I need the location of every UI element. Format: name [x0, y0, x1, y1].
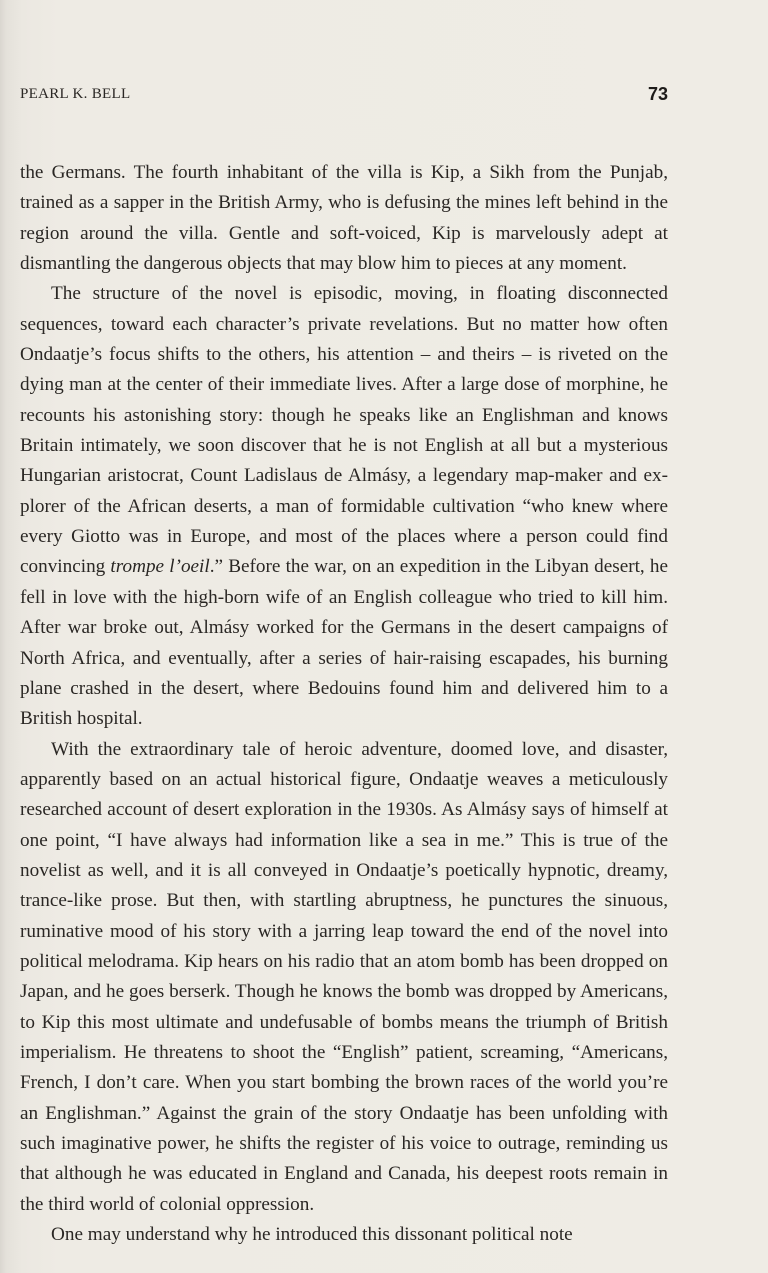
- body-text: [20, 158, 668, 1250]
- paragraph-4: One may understand why he introduced this dissonant political note: [51, 1224, 573, 1246]
- running-head: PEARL K. BELL: [20, 86, 131, 102]
- paragraph-3: With the extraordinary tale of heroic adventure, doomed love, and disaster, apparently based on an actual historical figure, Ondaatje weaves a meticulously researched account of desert exploration in the 1930s. As Almásy says of himself at one point, “I have always had information like a sea in me.” This is true of the novelist as well, and it is all conveyed in Ondaatje’s poetically hypnotic, dreamy, trance-like prose. But then, with startling abruptness, he punctures the sinuous, ruminative mood of his story with a jarring leap toward the end of the novel into political melodrama. Kip hears on his radio that an atom bomb has been dropped on Japan, and he goes berserk. Though he knows the bomb was dropped by Americans, to Kip this most ultimate and undefusable of bombs means the triumph of British imperialism. He threatens to shoot the “English” patient, screaming, “Americans, French, I don’t care. When you start bombing the brown races of the world you’re an Englishman.” Against the grain of the story Ondaatje has been unfolding with such imaginative power, he shifts the register of his voice to outrage, reminding us that although he was educated in England and Canada, his deepest roots remain in the third world of colonial oppression.: [20, 738, 668, 1215]
- page-header: [20, 84, 668, 108]
- page-number: 73: [647, 84, 668, 104]
- paragraph-1: the Germans. The fourth inhabitant of the villa is Kip, a Sikh from the Punjab, trained as a sapper in the British Army, who is defusing the mines left behind in the region around the villa. Gentle and soft-voiced, Kip is marvelously adept at dismantling the dangerous objects that may blow him to pieces at any moment.: [20, 162, 668, 275]
- italic-phrase: trompe l’oeil: [110, 556, 210, 578]
- paragraph-2: The structure of the novel is episodic, moving, in floating disconnected sequences, toward each character’s private revelations. But no matter how often Ondaatje’s focus shifts to the others, his attention – and theirs – is riveted on the dying man at the center of their immediate lives. After a large dose of morphine, he recounts his astonishing story: though he speaks like an Englishman and knows Britain intimately, we soon discover that he is not English at all but a mysterious Hungarian aristocrat, Count Ladislaus de Almásy, a legendary map-maker and explorer of the African deserts, a man of formidable cultivation “who knew where every Giotto was in Europe, and most of the places where a person could find convincing trompe l’oeil.” Before the war, on an expedition in the Libyan desert, he fell in love with the high-born wife of an English colleague who tried to kill him. After war broke out, Almásy worked for the Germans in the desert campaigns of North Africa, and eventually, after a series of hair-raising escapades, his burning plane crashed in the desert, where Bedouins found him and delivered him to a British hospital.: [20, 283, 668, 730]
